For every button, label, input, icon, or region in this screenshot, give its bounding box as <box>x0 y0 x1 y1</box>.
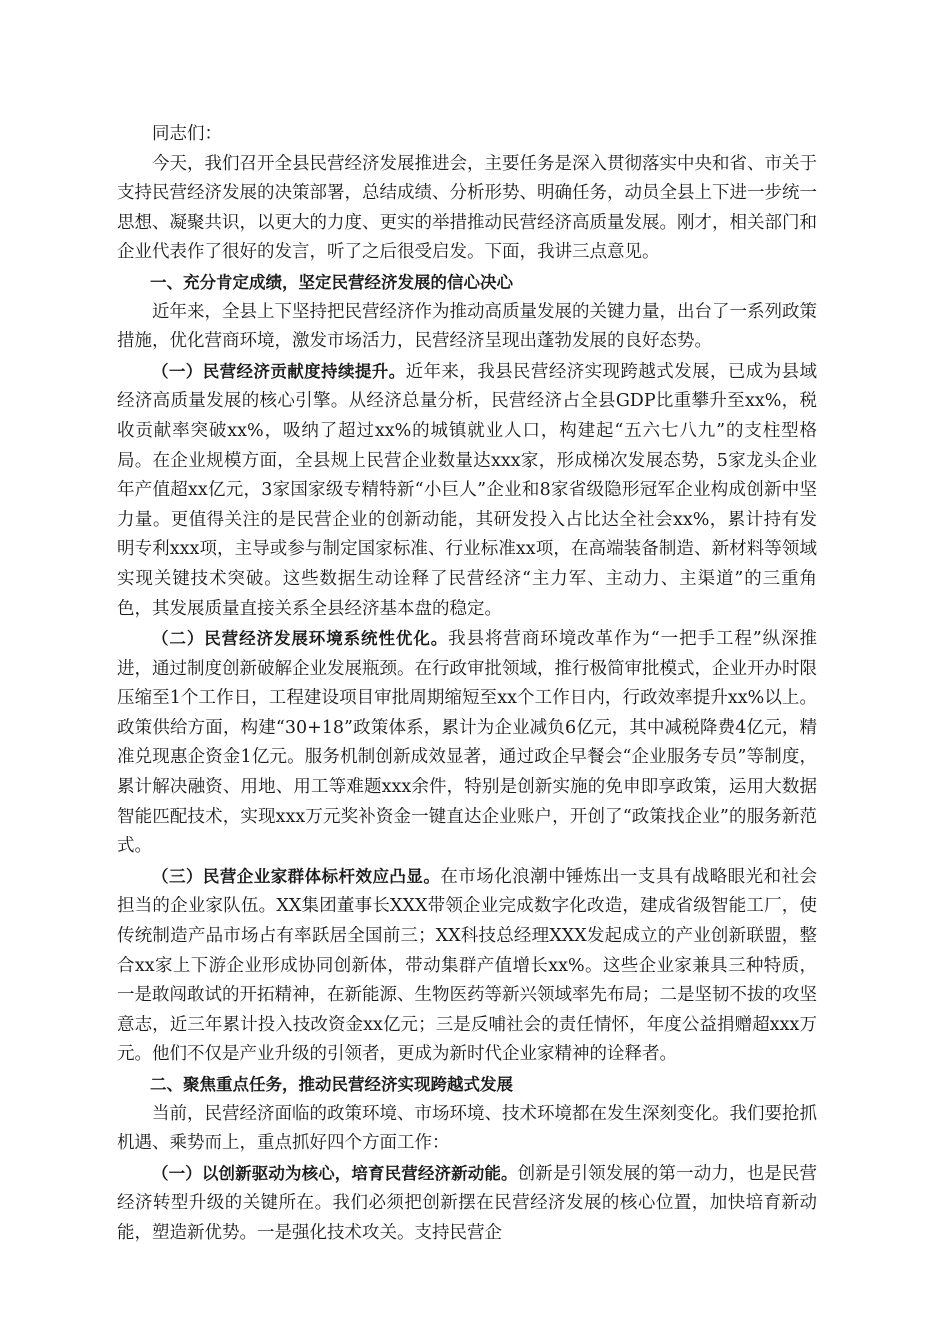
section-2-heading: 二、聚焦重点任务，推动民营经济实现跨越式发展 <box>150 1075 513 1094</box>
section-1-intro: 近年来，全县上下坚持把民营经济作为推动高质量发展的关键力量，出台了一系列政策措施，优化营商环境，激发市场活力，民营经济呈现出蓬勃发展的良好态势。 <box>117 301 817 352</box>
section-1-item-3-lead: （三）民营企业家群体标杆效应凸显。 <box>152 866 441 886</box>
section-1-item-1-text: 近年来，我县民营经济实现跨越式发展，已成为县域经济高质量发展的核心引擎。从经济总量分析，民营经济占全县GDP比重攀升至xx%，税收贡献率突破xx%，吸纳了超过xx%的城镇就业人口，构建起“五六七八九”的支柱型格局。在企业规模方面，全县规上民营企业数量达xxx家，形成梯次发展态势，5家龙头企业年产值超xx亿元，3家国家级专精特新“小巨人”企业和8家省级隐形冠军企业构成创新中坚力量。更值得关注的是民营企业的创新动能，其研发投入占比达全社会xx%，累计持有发明专利xxx项，主导或参与制定国家标准、行业标准xx项，在高端装备制造、新材料等领域实现关键技术突破。这些数据生动诠释了民营经济“主力军、主动力、主渠道”的三重角色，其发展质量直接关系全县经济基本盘的稳定。 <box>117 361 818 619</box>
section-1-item-3-text: 在市场化浪潮中锤炼出一支具有战略眼光和社会担当的企业家队伍。XX集团董事长XXX带领企业完成数字化改造，建成省级智能工厂，使传统制造产品市场占有率跃居全国前三；XX科技总经理XXX发起成立的产业创新联盟，整合xx家上下游企业形成协同创新体，带动集群产值增长xx%。这些企业家兼具三种特质，一是敢闯敢试的开拓精神，在新能源、生物医药等新兴领域率先布局；二是坚韧不拔的攻坚意志，近三年累计投入技改资金xx亿元；三是反哺社会的责任情怀，年度公益捐赠超xxx万元。他们不仅是产业升级的引领者，更成为新时代企业家精神的诠释者。 <box>117 866 818 1065</box>
section-1-item-1 <box>117 357 817 624</box>
section-1-item-3 <box>117 862 817 1070</box>
section-2-item-1 <box>117 1159 817 1249</box>
intro-paragraph: 今天，我们召开全县民营经济发展推进会，主要任务是深入贯彻落实中央和省、市关于支持民营经济发展的决策部署，总结成绩、分析形势、明确任务，动员全县上下进一步统一思想、凝聚共识，以更大的力度、更实的举措推动民营经济高质量发展。刚才，相关部门和企业代表作了很好的发言，听了之后很受启发。下面，我讲三点意见。 <box>117 153 817 263</box>
document-body <box>117 120 817 1249</box>
section-1-item-2-lead: （二）民营经济发展环境系统性优化。 <box>152 629 449 649</box>
section-1-item-1-lead: （一）民营经济贡献度持续提升。 <box>152 361 406 381</box>
section-1-heading: 一、充分肯定成绩，坚定民营经济发展的信心决心 <box>150 272 513 292</box>
salutation: 同志们： <box>152 124 222 144</box>
section-2-item-1-text: 创新是引领发展的第一动力，也是民营经济转型升级的关键所在。我们必须把创新摆在民营经济发展的核心位置，加快培育新动能，塑造新优势。一是强化技术攻关。支持民营企 <box>117 1163 818 1243</box>
section-1-item-2 <box>117 624 817 862</box>
section-2-intro: 当前，民营经济面临的政策环境、市场环境、技术环境都在发生深刻变化。我们要抢抓机遇、乘势而上，重点抓好四个方面工作： <box>117 1103 817 1154</box>
section-1-item-2-text: 我县将营商环境改革作为“一把手工程”纵深推进，通过制度创新破解企业发展瓶颈。在行政审批领域，推行极简审批模式，企业开办时限压缩至1个工作日，工程建设项目审批周期缩短至xx个工作日内，行政效率提升xx%以上。政策供给方面，构建“30+18”政策体系，累计为企业减负6亿元，其中减税降费4亿元，精准兑现惠企资金1亿元。服务机制创新成效显著，通过政企早餐会“企业服务专员”等制度，累计解决融资、用地、用工等难题xxx余件，特别是创新实施的免申即享政策，运用大数据智能匹配技术，实现xxx万元奖补资金一键直达企业账户，开创了“政策找企业”的服务新范式。 <box>117 629 817 857</box>
section-2-item-1-lead: （一）以创新驱动为核心，培育民营经济新动能。 <box>152 1163 518 1183</box>
